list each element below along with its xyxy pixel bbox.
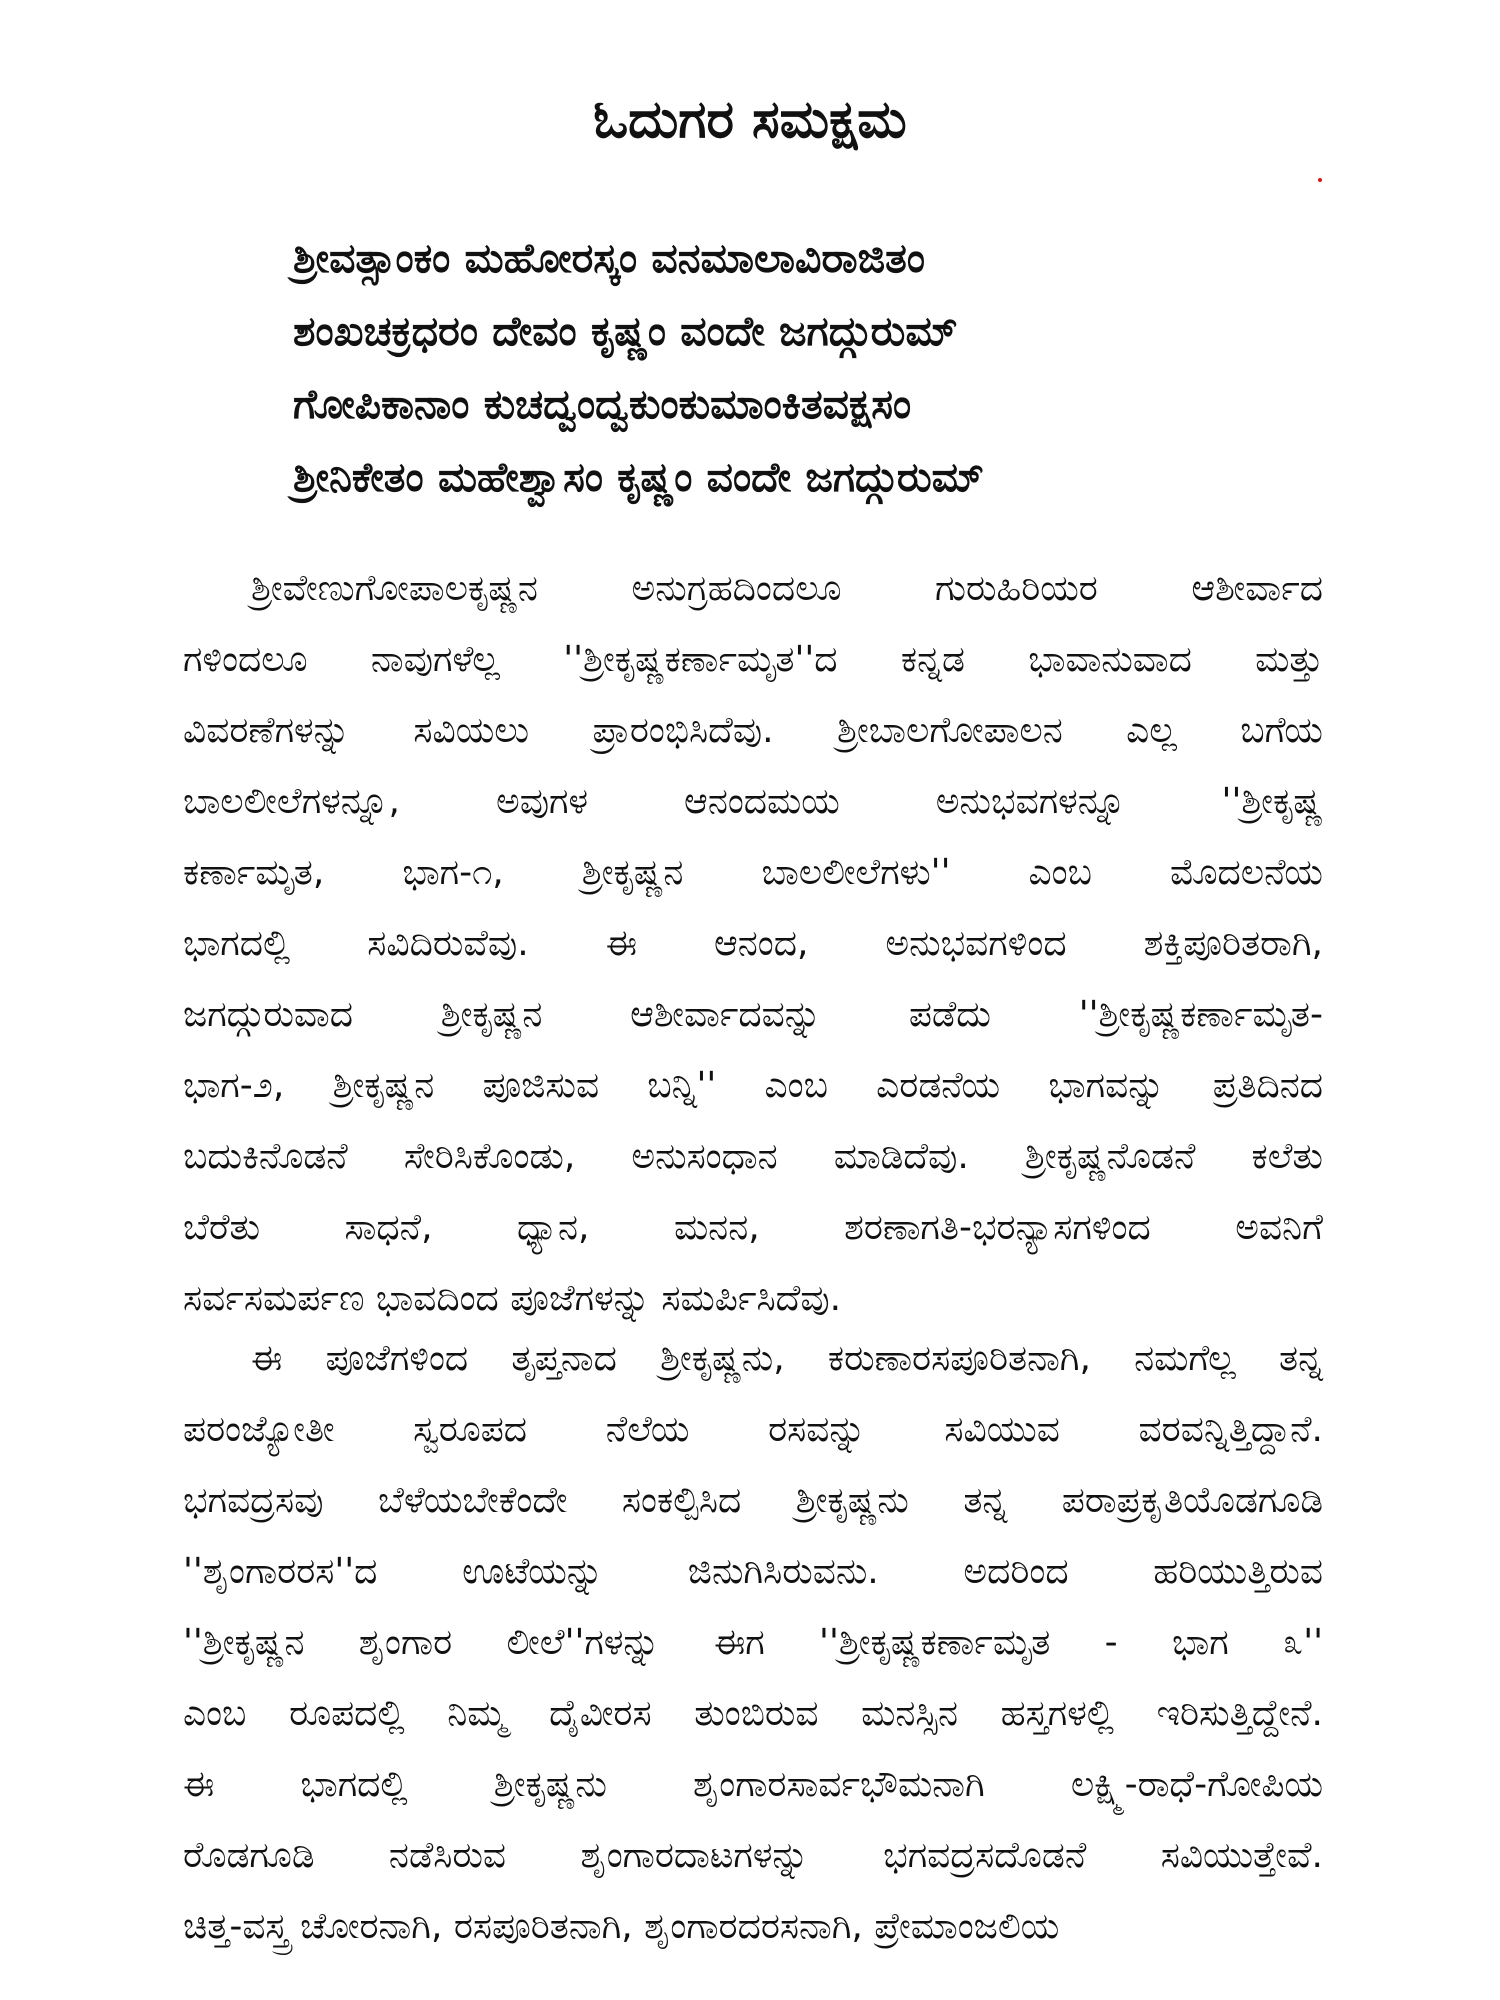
verse-line: ಶ್ರೀನಿಕೇತಂ ಮಹೇಶ್ವಾಸಂ ಕೃಷ್ಣಂ ವಂದೇ ಜಗದ್ಗುರುಮ್ — [293, 453, 984, 501]
text-line: ಬಾಲಲೀಲೆಗಳನ್ನೂ, ಅವುಗಳ ಆನಂದಮಯ ಅನುಭವಗಳನ್ನೂ ''ಶ್ರೀಕೃಷ್ಣ — [183, 781, 1323, 822]
text-line: ಶ್ರೀವೇಣುಗೋಪಾಲಕೃಷ್ಣನ ಅನುಗ್ರಹದಿಂದಲೂ ಗುರುಹಿರಿಯರ ಆಶೀರ್ವಾದ — [251, 568, 1323, 609]
text-line: ರೊಡಗೂಡಿ ನಡೆಸಿರುವ ಶೃಂಗಾರದಾಟಗಳನ್ನು ಭಗವದ್ರಸದೊಡನೆ ಸವಿಯುತ್ತೇವೆ. — [183, 1835, 1323, 1876]
text-line: ಭಗವದ್ರಸವು ಬೆಳೆಯಬೇಕೆಂದೇ ಸಂಕಲ್ಪಿಸಿದ ಶ್ರೀಕೃಷ್ಣನು ತನ್ನ ಪರಾಪ್ರಕೃತಿಯೊಡಗೂಡಿ — [183, 1480, 1323, 1521]
verse-block — [293, 222, 1293, 514]
paragraph-1 — [183, 553, 1323, 1334]
page-title: ಓದುಗರ ಸಮಕ್ಷಮ — [593, 90, 907, 150]
text-line: ಜಗದ್ಗುರುವಾದ ಶ್ರೀಕೃಷ್ಣನ ಆಶೀರ್ವಾದವನ್ನು ಪಡೆದು ''ಶ್ರೀಕೃಷ್ಣಕರ್ಣಾಮೃತ- — [183, 994, 1323, 1035]
paragraph-2 — [183, 1323, 1323, 1962]
red-ink-mark — [1318, 178, 1322, 182]
text-line: ಬದುಕಿನೊಡನೆ ಸೇರಿಸಿಕೊಂಡು, ಅನುಸಂಧಾನ ಮಾಡಿದೆವು. ಶ್ರೀಕೃಷ್ಣನೊಡನೆ ಕಲೆತು — [183, 1136, 1323, 1177]
text-line: ಎಂಬ ರೂಪದಲ್ಲಿ ನಿಮ್ಮ ದೈವೀರಸ ತುಂಬಿರುವ ಮನಸ್ಸಿನ ಹಸ್ತಗಳಲ್ಲಿ ಇರಿಸುತ್ತಿದ್ದೇನೆ. — [183, 1693, 1323, 1734]
verse-line: ಶ್ರೀವತ್ಸಾಂಕಂ ಮಹೋರಸ್ಕಂ ವನಮಾಲಾವಿರಾಜಿತಂ — [293, 234, 926, 282]
verse-line: ಗೋಪಿಕಾನಾಂ ಕುಚದ್ವಂದ್ವಕುಂಕುಮಾಂಕಿತವಕ್ಷಸಂ — [293, 380, 912, 428]
text-line: ಪರಂಜ್ಯೋತೀ ಸ್ವರೂಪದ ನೆಲೆಯ ರಸವನ್ನು ಸವಿಯುವ ವರವನ್ನಿತ್ತಿದ್ದಾನೆ. — [183, 1409, 1323, 1450]
text-line: ವಿವರಣೆಗಳನ್ನು ಸವಿಯಲು ಪ್ರಾರಂಭಿಸಿದೆವು. ಶ್ರೀಬಾಲಗೋಪಾಲನ ಎಲ್ಲ ಬಗೆಯ — [183, 710, 1323, 751]
text-line: ಕರ್ಣಾಮೃತ, ಭಾಗ-೧, ಶ್ರೀಕೃಷ್ಣನ ಬಾಲಲೀಲೆಗಳು'' ಎಂಬ ಮೊದಲನೆಯ — [183, 852, 1323, 893]
text-line: ಸರ್ವಸಮರ್ಪಣ ಭಾವದಿಂದ ಪೂಜೆಗಳನ್ನು ಸಮರ್ಪಿಸಿದೆವು. — [183, 1278, 842, 1319]
text-line: ''ಶೃಂಗಾರರಸ''ದ ಊಟೆಯನ್ನು ಜಿನುಗಿಸಿರುವನು. ಅದರಿಂದ ಹರಿಯುತ್ತಿರುವ — [183, 1551, 1323, 1592]
verse-line: ಶಂಖಚಕ್ರಧರಂ ದೇವಂ ಕೃಷ್ಣಂ ವಂದೇ ಜಗದ್ಗುರುಮ್ — [293, 307, 958, 355]
text-line: ಬೆರೆತು ಸಾಧನೆ, ಧ್ಯಾನ, ಮನನ, ಶರಣಾಗತಿ-ಭರನ್ಯಾಸಗಳಿಂದ ಅವನಿಗೆ — [183, 1207, 1323, 1248]
text-line: ಭಾಗದಲ್ಲಿ ಸವಿದಿರುವೆವು. ಈ ಆನಂದ, ಅನುಭವಗಳಿಂದ ಶಕ್ತಿಪೂರಿತರಾಗಿ, — [183, 923, 1323, 964]
text-line: ಭಾಗ-೨, ಶ್ರೀಕೃಷ್ಣನ ಪೂಜಿಸುವ ಬನ್ನಿ'' ಎಂಬ ಎರಡನೆಯ ಭಾಗವನ್ನು ಪ್ರತಿದಿನದ — [183, 1065, 1323, 1106]
text-line: ಗಳಿಂದಲೂ ನಾವುಗಳೆಲ್ಲ ''ಶ್ರೀಕೃಷ್ಣಕರ್ಣಾಮೃತ''ದ ಕನ್ನಡ ಭಾವಾನುವಾದ ಮತ್ತು — [183, 639, 1323, 680]
text-line: ಈ ಪೂಜೆಗಳಿಂದ ತೃಪ್ತನಾದ ಶ್ರೀಕೃಷ್ಣನು, ಕರುಣಾರಸಪೂರಿತನಾಗಿ, ನಮಗೆಲ್ಲ ತನ್ನ — [251, 1338, 1323, 1379]
text-line: ಈ ಭಾಗದಲ್ಲಿ ಶ್ರೀಕೃಷ್ಣನು ಶೃಂಗಾರಸಾರ್ವಭೌಮನಾಗಿ ಲಕ್ಷ್ಮಿ-ರಾಧೆ-ಗೋಪಿಯ — [183, 1764, 1323, 1805]
text-line: ''ಶ್ರೀಕೃಷ್ಣನ ಶೃಂಗಾರ ಲೀಲೆ''ಗಳನ್ನು ಈಗ ''ಶ್ರೀಕೃಷ್ಣಕರ್ಣಾಮೃತ - ಭಾಗ ೩'' — [183, 1622, 1323, 1663]
text-line: ಚಿತ್ತ-ವಸ್ತ್ರ ಚೋರನಾಗಿ, ರಸಪೂರಿತನಾಗಿ, ಶೃಂಗಾರದರಸನಾಗಿ, ಪ್ರೇಮಾಂಜಲಿಯ — [183, 1906, 1060, 1947]
